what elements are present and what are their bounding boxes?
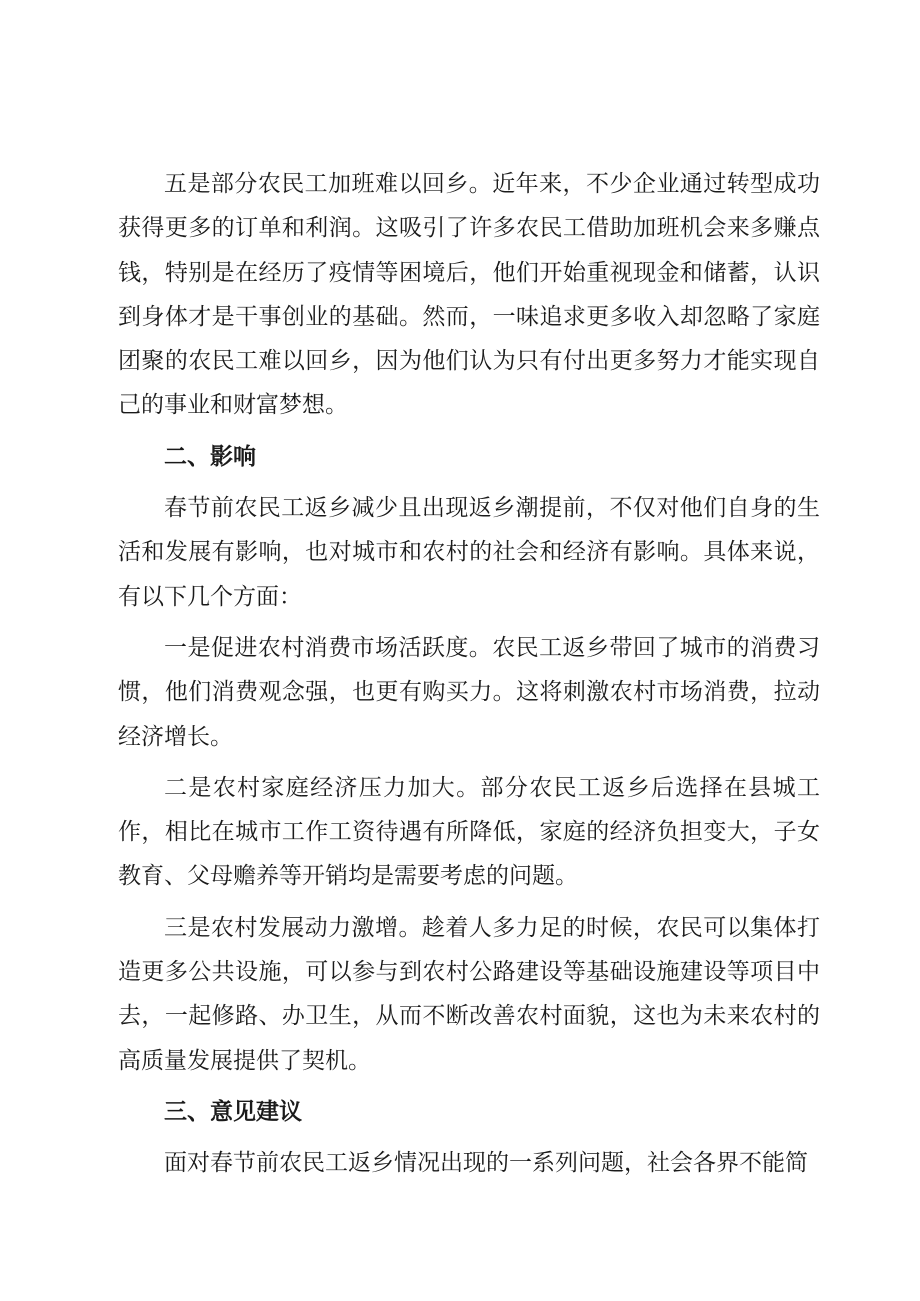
section-heading-suggestions: 三、意见建议 bbox=[164, 1098, 302, 1125]
paragraph-migrant-overtime: 五是部分农民工加班难以回乡。近年来，不少企业通过转型成功获得更多的订单和利润。这吸引了许多农民工借助加班机会来多赚点钱，特别是在经历了疫情等困境后，他们开始重视现金和储蓄，认识到身体才是干事创业的基础。然而，一味追求更多收入却忽略了家庭团聚的农民工难以回乡，因为他们认为只有付出更多努力才能实现自己的事业和财富梦想。 bbox=[118, 171, 820, 419]
paragraph-impact-intro: 春节前农民工返乡减少且出现返乡潮提前，不仅对他们自身的生活和发展有影响，也对城市和农村的社会和经济有影响。具体来说，有以下几个方面： bbox=[118, 495, 820, 610]
paragraph-rural-consumption: 一是促进农村消费市场活跃度。农民工返乡带回了城市的消费习惯，他们消费观念强，也更有购买力。这将刺激农村市场消费，拉动经济增长。 bbox=[118, 634, 820, 750]
section-heading-impact: 二、影响 bbox=[164, 443, 256, 470]
paragraph-suggestions-intro: 面对春节前农民工返乡情况出现的一系列问题，社会各界不能简 bbox=[164, 1150, 808, 1177]
paragraph-rural-development: 三是农村发展动力激增。趁着人多力足的时候，农民可以集体打造更多公共设施，可以参与到农村公路建设等基础设施建设等项目中去，一起修路、办卫生，从而不断改善农村面貌，这也为未来农村的高质量发展提供了契机。 bbox=[118, 914, 820, 1074]
paragraph-family-pressure: 二是农村家庭经济压力加大。部分农民工返乡后选择在县城工作，相比在城市工作工资待遇有所降低，家庭的经济负担变大，子女教育、父母赡养等开销均是需要考虑的问题。 bbox=[118, 774, 820, 890]
document-body bbox=[118, 162, 820, 1186]
